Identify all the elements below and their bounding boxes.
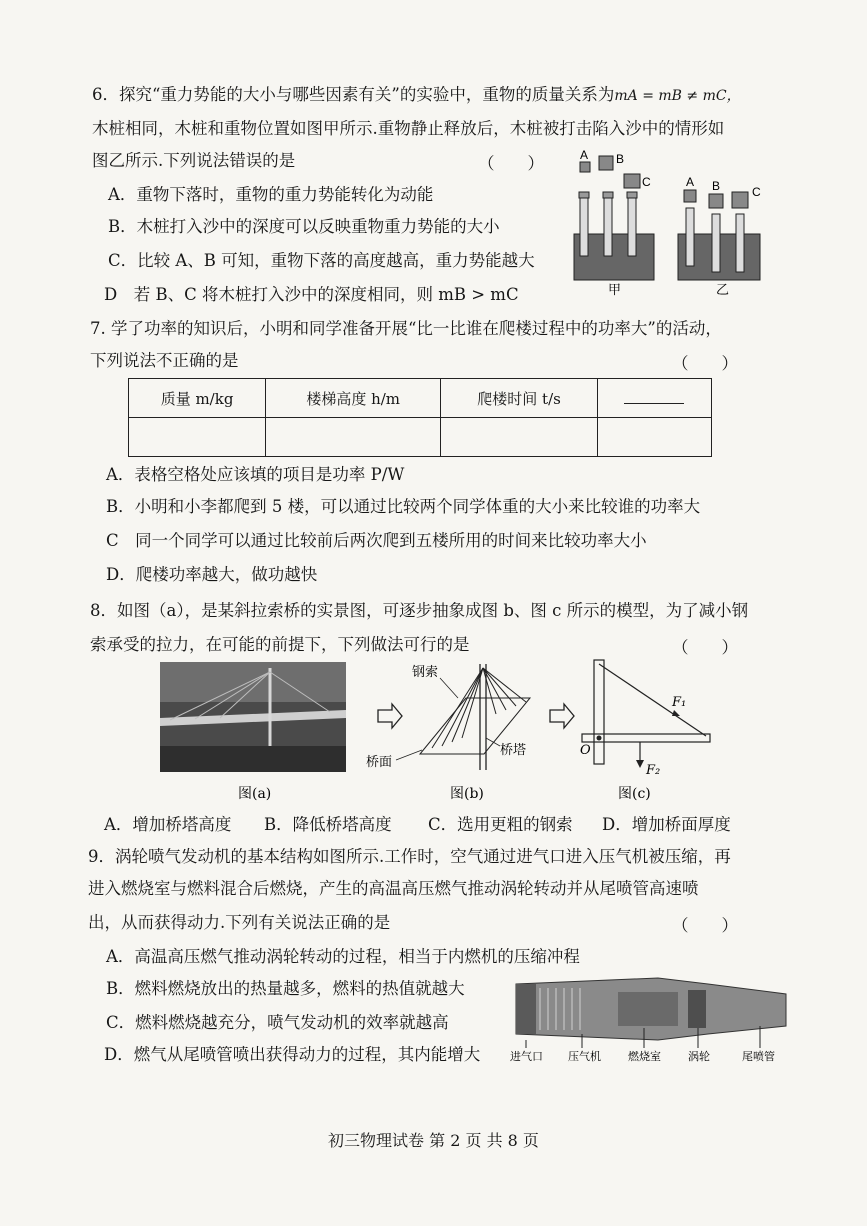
label-f1: F₁ (672, 695, 687, 710)
q7-option-a[interactable]: A．表格空格处应该填的项目是功率 P/W (106, 465, 405, 484)
q8-answer-paren[interactable]: （ ） (672, 638, 738, 657)
caption-jia: 甲 (608, 283, 622, 298)
q8-option-c[interactable]: C．选用更粗的钢索 (428, 815, 573, 834)
q6-option-d[interactable]: D 若 B、C 将木桩打入沙中的深度相同，则 mB > mC (104, 285, 519, 304)
q7-answer-paren[interactable]: （ ） (672, 354, 738, 373)
weight-c (624, 174, 640, 188)
q8-option-a[interactable]: A．增加桥塔高度 (104, 815, 232, 834)
label-turbine: 涡轮 (688, 1050, 710, 1063)
label-deck: 桥面 (366, 755, 393, 770)
q6-line3: 图乙所示.下列说法错误的是 (92, 151, 296, 170)
table-cell[interactable] (441, 418, 598, 457)
caption-a: 图(a) (238, 786, 272, 802)
arrow-icon (378, 704, 402, 728)
q7-line1: 7. 学了功率的知识后，小明和同学准备开展“比一比谁在爬楼过程中的功率大”的活动， (90, 319, 722, 338)
q9-engine-figure (508, 970, 794, 1066)
q9-line2: 进入燃烧室与燃料混合后燃烧，产生的高温高压燃气推动涡轮转动并从尾喷管高速喷 (88, 879, 699, 898)
q9-answer-paren[interactable]: （ ） (672, 916, 738, 935)
weight-b (599, 156, 613, 170)
q7-option-b[interactable]: B．小明和小李都爬到 5 楼，可以通过比较两个同学体重的大小来比较谁的功率大 (106, 497, 701, 516)
table-cell[interactable] (129, 418, 266, 457)
svg-text:C: C (752, 185, 761, 199)
q6-option-b[interactable]: B．木桩打入沙中的深度可以反映重物重力势能的大小 (108, 217, 500, 236)
weight-a (580, 162, 590, 172)
svg-text:A: A (686, 175, 695, 189)
table-header-mass: 质量 m/kg (129, 379, 266, 418)
q9-line1: 9．涡轮喷气发动机的基本结构如图所示.工作时，空气通过进气口进入压气机被压缩，再 (88, 847, 731, 866)
table-header-blank[interactable] (597, 379, 711, 418)
q9-option-b[interactable]: B．燃料燃烧放出的热量越多，燃料的热值就越大 (106, 979, 465, 998)
label-cable: 钢索 (412, 665, 439, 680)
arrow-icon (550, 704, 574, 728)
q7-line2: 下列说法不正确的是 (90, 351, 239, 370)
q9-option-c[interactable]: C．燃料燃烧越充分，喷气发动机的效率就越高 (106, 1013, 449, 1032)
q8-figure (150, 658, 720, 808)
q6-option-c[interactable]: C．比较 A、B 可知，重物下落的高度越高，重力势能越大 (108, 251, 535, 270)
q8-line2: 索承受的拉力，在可能的前提下，下列做法可行的是 (90, 635, 470, 654)
label-nozzle: 尾喷管 (742, 1050, 775, 1063)
q6-mass-relation: mA = mB ≠ mC， (614, 88, 741, 104)
figure-jia (574, 148, 654, 298)
label-a: A (580, 148, 589, 162)
q7-option-d[interactable]: D．爬楼功率越大，做功越快 (106, 565, 318, 584)
svg-text:B: B (712, 179, 721, 193)
q6-line2: 木桩相同，木桩和重物位置如图甲所示.重物静止释放后，木桩被打击陷入沙中的情形如 (92, 119, 725, 138)
bridge-model-c (580, 660, 710, 802)
caption-c: 图(c) (618, 786, 651, 802)
q8-option-b[interactable]: B．降低桥塔高度 (264, 815, 392, 834)
table-cell[interactable] (597, 418, 711, 457)
q8-option-d[interactable]: D．增加桥面厚度 (602, 815, 731, 834)
bridge-model-b (366, 664, 530, 802)
label-compressor: 压气机 (568, 1050, 601, 1063)
caption-yi: 乙 (716, 283, 730, 298)
label-combustor: 燃烧室 (628, 1050, 661, 1063)
q9-option-a[interactable]: A．高温高压燃气推动涡轮转动的过程，相当于内燃机的压缩冲程 (106, 947, 580, 966)
q6-option-a[interactable]: A．重物下落时，重物的重力势能转化为动能 (108, 185, 434, 204)
page-footer: 初三物理试卷 第 2 页 共 8 页 (328, 1131, 539, 1150)
table-row (129, 379, 712, 418)
label-tower: 桥塔 (500, 743, 527, 758)
bridge-photo (160, 662, 346, 802)
blank-underline (624, 389, 684, 404)
label-c: C (642, 175, 651, 189)
table-row (129, 418, 712, 457)
label-inlet: 进气口 (510, 1050, 543, 1063)
label-o: O (580, 743, 591, 758)
q8-line1: 8．如图（a），是某斜拉索桥的实景图，可逐步抽象成图 b、图 c 所示的模型，为了减小钢 (90, 601, 749, 620)
q7-table (128, 378, 712, 457)
table-header-time: 爬楼时间 t/s (441, 379, 598, 418)
q6-line1: 6．探究“重力势能的大小与哪些因素有关”的实验中，重物的质量关系为 (92, 85, 615, 104)
q7-option-c[interactable]: C 同一个同学可以通过比较前后两次爬到五楼所用的时间来比较功率大小 (106, 531, 647, 550)
caption-b: 图(b) (450, 786, 484, 802)
table-header-height: 楼梯高度 h/m (266, 379, 441, 418)
q6-figure (566, 148, 766, 298)
label-f2: F₂ (646, 763, 661, 778)
table-cell[interactable] (266, 418, 441, 457)
q9-line3: 出，从而获得动力.下列有关说法正确的是 (88, 913, 391, 932)
label-b: B (616, 152, 625, 166)
q6-answer-paren[interactable]: （ ） (478, 154, 544, 173)
q9-option-d[interactable]: D．燃气从尾喷管喷出获得动力的过程，其内能增大 (104, 1045, 481, 1064)
figure-yi (678, 175, 761, 298)
